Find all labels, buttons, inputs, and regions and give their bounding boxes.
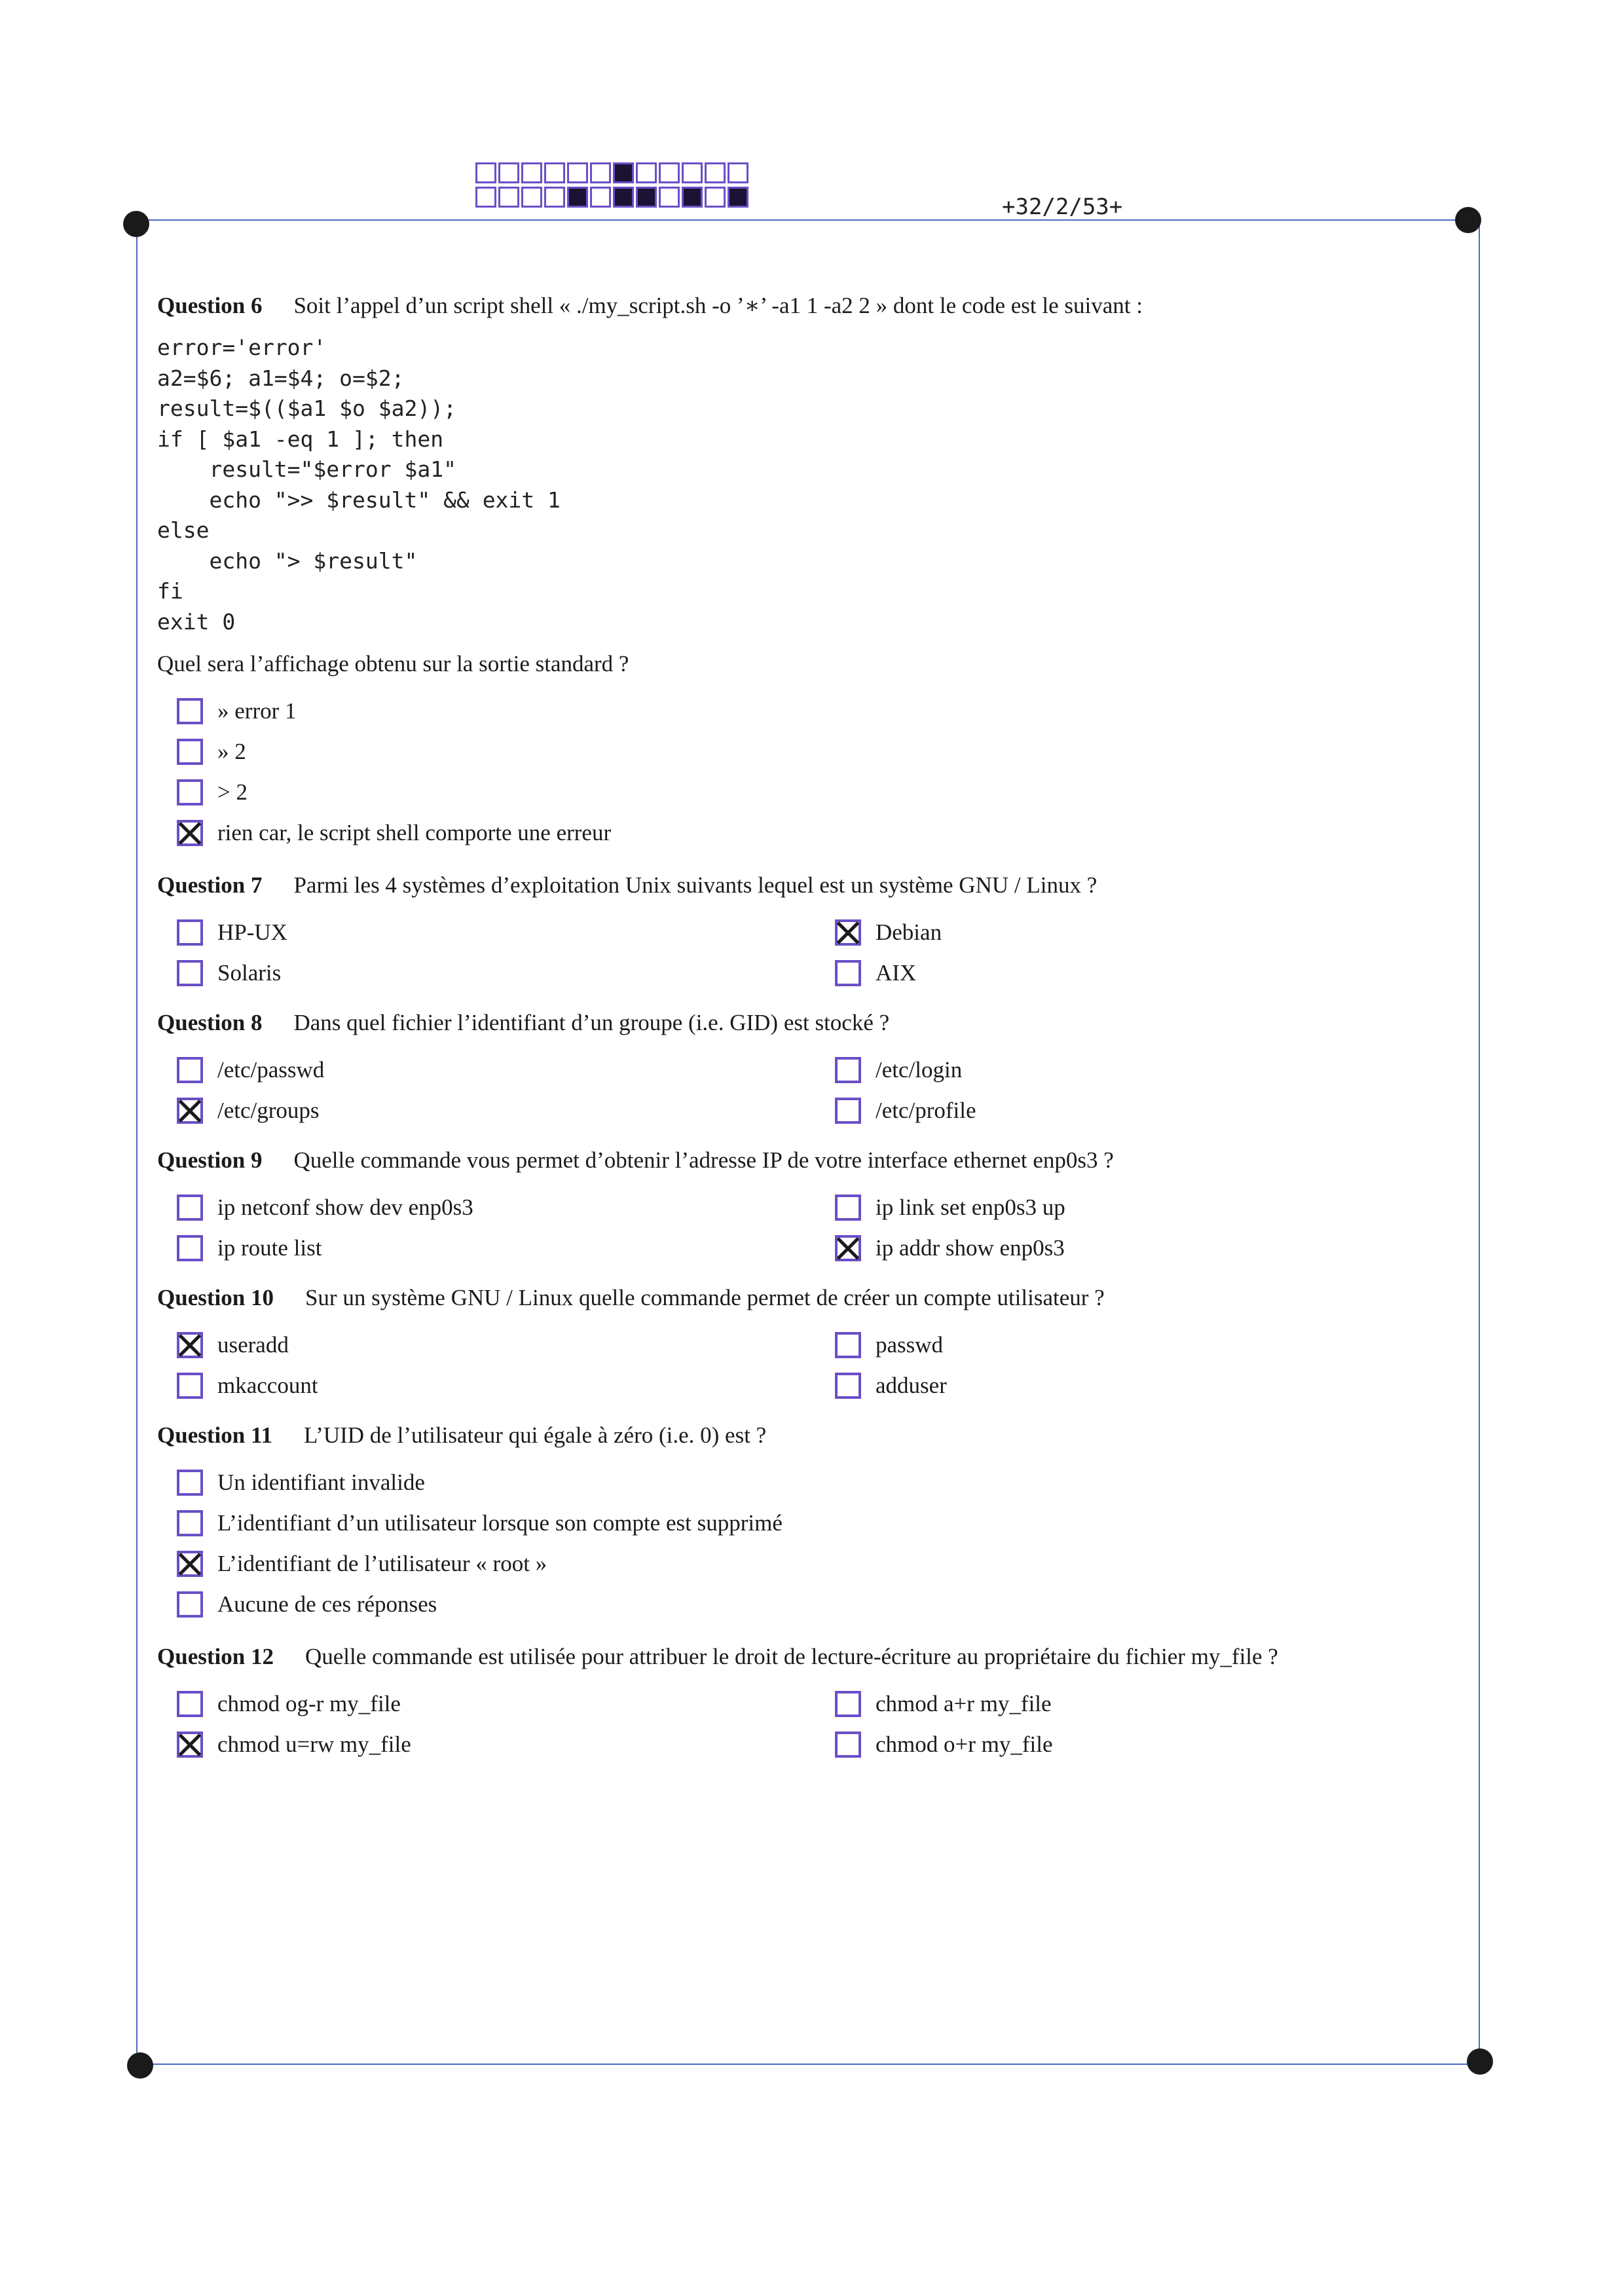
barcode-cell [521, 162, 542, 183]
answer-option[interactable] [835, 1193, 1405, 1223]
answer-option[interactable] [835, 1689, 1405, 1719]
answer-option[interactable] [177, 1589, 1454, 1620]
code-snippet: error='error' a2=$6; a1=$4; o=$2; result=$(($a1 $o $a2)); if [ $a1 -eq 1 ]; then result="$error $a1" echo ">> $result" && exit 1 else echo "> $result" fi exit 0 [157, 335, 561, 635]
answer-label: chmod a+r my_file [876, 1691, 1052, 1716]
corner-marker-bottom-left [127, 2052, 153, 2079]
checkbox[interactable] [835, 960, 861, 986]
checkbox[interactable] [177, 960, 203, 986]
checkbox[interactable] [835, 1373, 861, 1399]
answer-label: /etc/login [876, 1057, 963, 1083]
question-text: Sur un système GNU / Linux quelle commande permet de créer un compte utilisateur ? [304, 1285, 1105, 1310]
answer-label: ip route list [217, 1235, 322, 1261]
page-code: +32/2/53+ [1002, 194, 1123, 220]
question-label: Question 9 [157, 1147, 263, 1173]
checkbox[interactable] [177, 779, 203, 805]
answer-list [157, 1193, 1454, 1263]
answer-label: HP-UX [217, 919, 287, 945]
answer-label: /etc/passwd [217, 1057, 325, 1083]
checkbox[interactable] [177, 1691, 203, 1717]
question-header [157, 291, 1454, 321]
checkbox[interactable] [177, 698, 203, 724]
answer-option[interactable] [177, 818, 1454, 848]
checkbox[interactable] [177, 1373, 203, 1399]
question-block [157, 1283, 1454, 1401]
answer-option[interactable] [177, 1330, 815, 1360]
barcode-cell [636, 187, 657, 208]
barcode-cell [705, 162, 726, 183]
barcode-cell [705, 187, 726, 208]
answer-label: useradd [217, 1332, 289, 1358]
answer-option[interactable] [177, 917, 815, 948]
answer-option[interactable] [177, 1689, 815, 1719]
answer-option[interactable] [177, 1055, 815, 1085]
answer-label: chmod og-r my_file [217, 1691, 401, 1716]
answer-label: AIX [876, 960, 917, 986]
answer-list [177, 1468, 1454, 1620]
question-text: Quelle commande est utilisée pour attribuer le droit de lecture-écriture au propriétaire du fichier my_file ? [304, 1644, 1278, 1669]
answer-option[interactable] [835, 917, 1405, 948]
corner-marker-top-left [123, 211, 149, 237]
answer-option[interactable] [835, 1233, 1405, 1263]
barcode-cell [590, 187, 611, 208]
answer-option[interactable] [177, 1233, 815, 1263]
answer-option[interactable] [177, 1371, 815, 1401]
answer-option[interactable] [177, 1468, 1454, 1498]
answer-list [157, 1330, 1454, 1401]
answer-label: /etc/profile [876, 1098, 976, 1123]
answer-option[interactable] [177, 737, 1454, 767]
checkbox[interactable] [835, 1057, 861, 1083]
checkbox[interactable] [177, 1235, 203, 1261]
answer-label: » error 1 [217, 698, 297, 724]
checkbox[interactable] [835, 1098, 861, 1124]
corner-marker-bottom-right [1467, 2048, 1493, 2075]
barcode-cell [682, 187, 703, 208]
answer-option[interactable] [835, 1096, 1405, 1126]
barcode-row [475, 187, 748, 208]
barcode-cell [728, 162, 748, 183]
barcode-cell [682, 162, 703, 183]
answer-label: Debian [876, 919, 942, 945]
question-block [157, 291, 1454, 848]
checkbox[interactable] [177, 1194, 203, 1221]
answer-label: Un identifiant invalide [217, 1470, 425, 1495]
answer-label: L’identifiant d’un utilisateur lorsque son compte est supprimé [217, 1510, 783, 1536]
answer-label: rien car, le script shell comporte une erreur [217, 820, 612, 845]
answer-option[interactable] [177, 958, 815, 988]
checked-checkbox[interactable] [177, 820, 203, 846]
answer-option[interactable] [177, 777, 1454, 807]
questions-area [157, 291, 1454, 1760]
question-label: Question 10 [157, 1285, 274, 1310]
question-block [157, 1145, 1454, 1263]
checked-checkbox[interactable] [177, 1731, 203, 1758]
checked-checkbox[interactable] [177, 1098, 203, 1124]
barcode-cell [544, 162, 565, 183]
barcode-cell [544, 187, 565, 208]
question-header [157, 1145, 1454, 1176]
checkbox[interactable] [177, 919, 203, 946]
question-text: Dans quel fichier l’identifiant d’un groupe (i.e. GID) est stocké ? [293, 1010, 890, 1035]
answer-option[interactable] [835, 1371, 1405, 1401]
answer-label: chmod u=rw my_file [217, 1731, 411, 1757]
question-label: Question 12 [157, 1644, 274, 1669]
answer-option[interactable] [177, 696, 1454, 726]
question-text: Quelle commande vous permet d’obtenir l’adresse IP de votre interface ethernet enp0s3 ? [293, 1147, 1114, 1173]
checked-checkbox[interactable] [177, 1551, 203, 1577]
checkbox[interactable] [177, 1470, 203, 1496]
answer-list [157, 917, 1454, 988]
answer-label: passwd [876, 1332, 944, 1358]
barcode-cell [728, 187, 748, 208]
barcode-cell [567, 162, 588, 183]
question-block [157, 870, 1454, 988]
barcode-cell [613, 187, 634, 208]
answer-label: Solaris [217, 960, 282, 986]
answer-label: ip netconf show dev enp0s3 [217, 1194, 473, 1220]
question-header [157, 1283, 1454, 1313]
checkbox[interactable] [177, 1510, 203, 1536]
question-prompt: Quel sera l’affichage obtenu sur la sortie standard ? [157, 651, 629, 676]
checkbox[interactable] [835, 1194, 861, 1221]
barcode-cell [636, 162, 657, 183]
answer-list [157, 1055, 1454, 1126]
question-block [157, 1008, 1454, 1126]
answer-option[interactable] [835, 1330, 1405, 1360]
answer-option[interactable] [177, 1193, 815, 1223]
checkbox[interactable] [835, 1691, 861, 1717]
answer-label: Aucune de ces réponses [217, 1591, 437, 1617]
checkbox[interactable] [177, 739, 203, 765]
checked-checkbox[interactable] [177, 1332, 203, 1358]
question-text: Soit l’appel d’un script shell « ./my_script.sh -o ’∗’ -a1 1 -a2 2 » dont le code est le suivant : [293, 293, 1143, 318]
answer-label: /etc/groups [217, 1098, 320, 1123]
answer-label: L’identifiant de l’utilisateur « root » [217, 1551, 547, 1576]
barcode-cell [475, 187, 496, 208]
answer-option[interactable] [177, 1508, 1454, 1538]
checkbox[interactable] [835, 1731, 861, 1758]
checkbox[interactable] [177, 1057, 203, 1083]
answer-option[interactable] [835, 1730, 1405, 1760]
question-header [157, 1642, 1454, 1672]
answer-option[interactable] [835, 1055, 1405, 1085]
answer-option[interactable] [177, 1096, 815, 1126]
question-block [157, 1642, 1454, 1760]
checkbox[interactable] [177, 1591, 203, 1618]
barcode-cell [567, 187, 588, 208]
question-header [157, 870, 1454, 900]
page-barcode [475, 162, 748, 211]
question-text: Parmi les 4 systèmes d’exploitation Unix suivants lequel est un système GNU / Linux ? [293, 872, 1098, 898]
answer-label: mkaccount [217, 1373, 318, 1398]
barcode-cell [659, 162, 680, 183]
question-label: Question 8 [157, 1010, 263, 1035]
barcode-cell [498, 187, 519, 208]
question-text: L’UID de l’utilisateur qui égale à zéro (i.e. 0) est ? [304, 1422, 767, 1448]
checked-checkbox[interactable] [835, 919, 861, 946]
barcode-cell [613, 162, 634, 183]
answer-option[interactable] [177, 1549, 1454, 1579]
answer-option[interactable] [835, 958, 1405, 988]
barcode-cell [475, 162, 496, 183]
barcode-cell [659, 187, 680, 208]
question-header [157, 1420, 1454, 1451]
answer-label: > 2 [217, 779, 248, 805]
answer-label: ip addr show enp0s3 [876, 1235, 1065, 1261]
barcode-cell [590, 162, 611, 183]
checkbox[interactable] [835, 1332, 861, 1358]
checked-checkbox[interactable] [835, 1235, 861, 1261]
answer-label: adduser [876, 1373, 947, 1398]
answer-label: chmod o+r my_file [876, 1731, 1053, 1757]
question-label: Question 6 [157, 293, 263, 318]
answer-label: » 2 [217, 739, 246, 764]
question-label: Question 7 [157, 872, 263, 898]
answer-option[interactable] [177, 1730, 815, 1760]
barcode-cell [498, 162, 519, 183]
answer-label: ip link set enp0s3 up [876, 1194, 1065, 1220]
barcode-cell [521, 187, 542, 208]
corner-marker-top-right [1455, 207, 1481, 233]
barcode-row [475, 162, 748, 183]
answer-list [177, 696, 1454, 848]
question-header [157, 1008, 1454, 1038]
question-label: Question 11 [157, 1422, 273, 1448]
answer-list [157, 1689, 1454, 1760]
question-block [157, 1420, 1454, 1620]
